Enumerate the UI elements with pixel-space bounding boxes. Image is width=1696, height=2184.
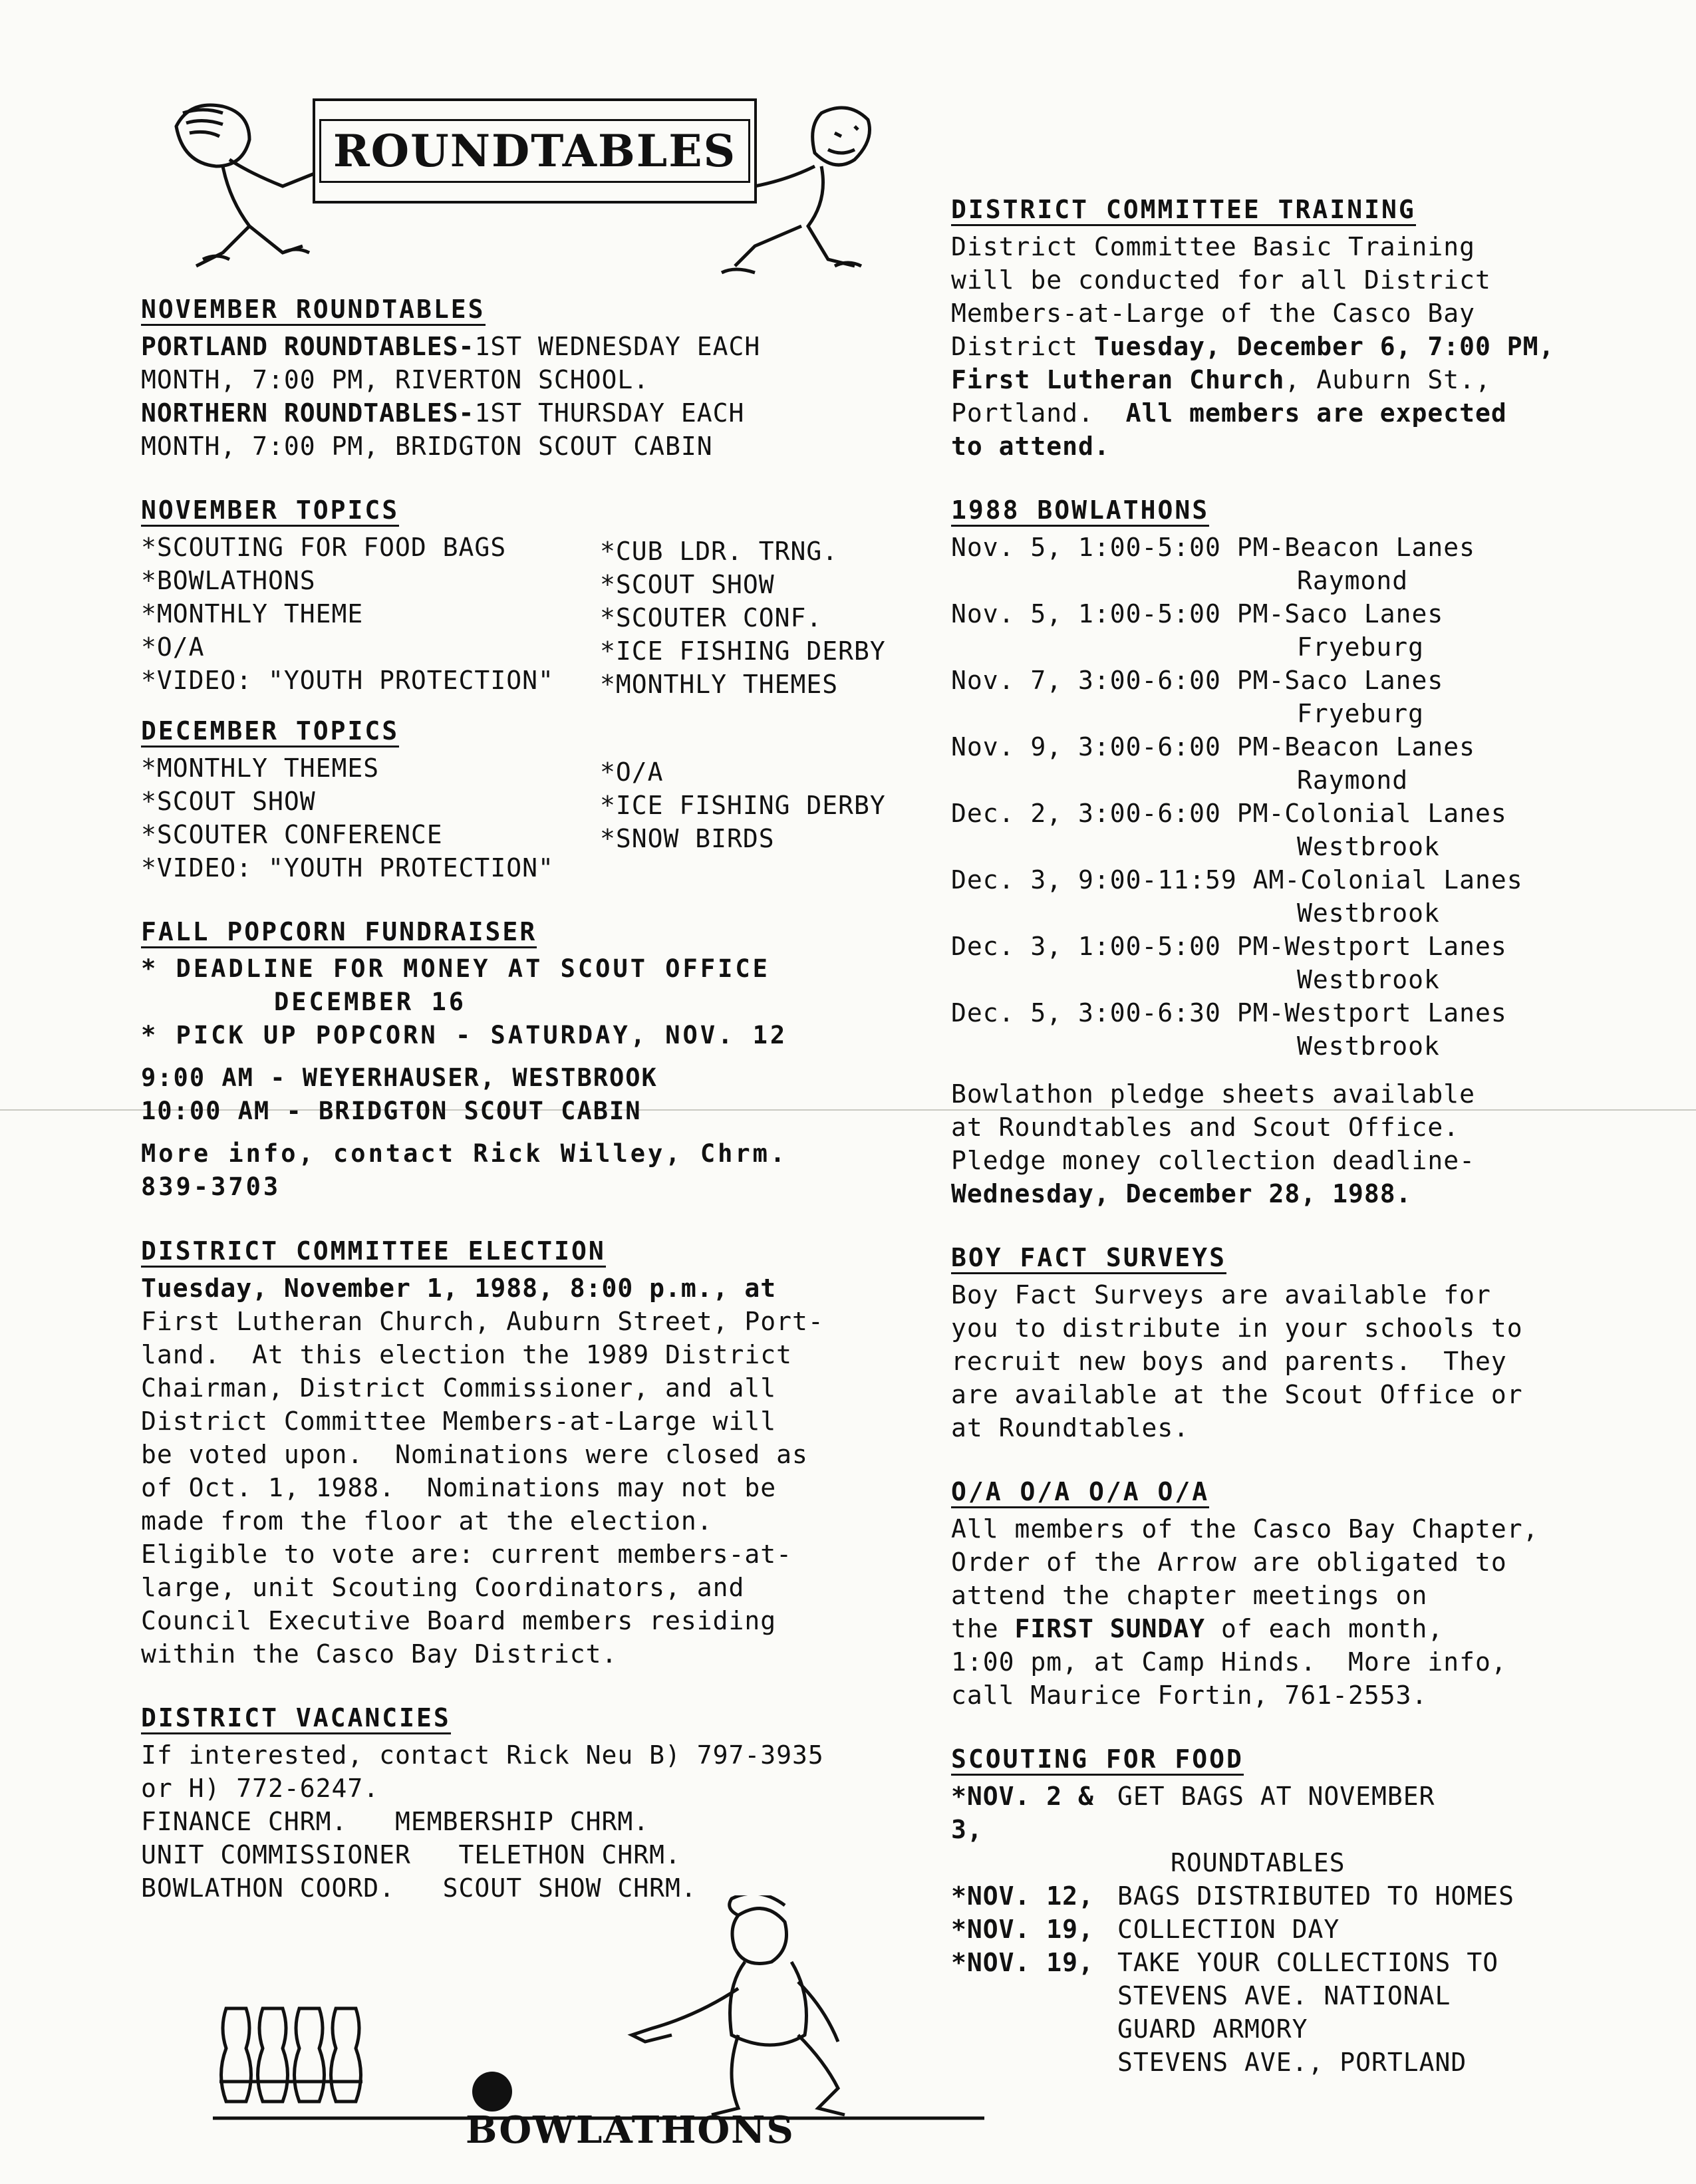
- pickup-time-1: 9:00 AM - WEYERHAUSER, WESTBROOK: [141, 1063, 658, 1092]
- bowlathon-event: Nov. 7, 3:00-6:00 PM-Saco Lanes: [951, 666, 1444, 695]
- text-line: Pledge money collection deadline-: [951, 1146, 1475, 1175]
- section-heading: 1988 BOWLATHONS: [951, 495, 1209, 527]
- sff-row: [951, 1879, 1616, 1913]
- sff-task: TAKE YOUR COLLECTIONS TO: [1117, 1948, 1499, 1977]
- bowlathon-town: Fryeburg: [1297, 699, 1425, 728]
- right-column: [951, 193, 1616, 2110]
- election-date: Tuesday, November 1, 1988, 8:00 p.m., at: [141, 1274, 777, 1303]
- text-line: [951, 396, 1616, 430]
- sff-task-cont: STEVENS AVE. NATIONAL: [1117, 1981, 1451, 2010]
- topic-item: *SCOUTING FOR FOOD BAGS: [141, 533, 507, 562]
- sff-row: [951, 1946, 1616, 1979]
- topics-column-2: [600, 751, 886, 885]
- topic-item: *SCOUTER CONF.: [600, 603, 823, 632]
- left-column: [141, 293, 913, 1935]
- sff-date: *NOV. 19,: [951, 1948, 1094, 1977]
- bowlathon-town: Raymond: [1297, 566, 1409, 595]
- text-line: Bowlathon pledge sheets available: [951, 1079, 1475, 1109]
- portland-label: PORTLAND ROUNDTABLES-: [141, 332, 475, 361]
- section-heading: DECEMBER TOPICS: [141, 716, 399, 748]
- section-heading: FALL POPCORN FUNDRAISER: [141, 917, 537, 948]
- bowlathon-town: Westbrook: [1297, 1031, 1440, 1061]
- section-heading: DISTRICT COMMITTEE TRAINING: [951, 195, 1416, 226]
- banner-title-frame: [313, 98, 757, 204]
- text-fragment: Portland.: [951, 398, 1126, 428]
- boy-fact-surveys-section: [951, 1241, 1616, 1444]
- topic-item: *VIDEO: "YOUTH PROTECTION": [141, 853, 554, 883]
- training-location: First Lutheran Church: [951, 365, 1285, 394]
- committee-training-section: [951, 193, 1616, 463]
- bowlathon-town: Westbrook: [1297, 832, 1440, 861]
- topic-item: *SNOW BIRDS: [600, 824, 775, 853]
- topic-item: *O/A: [600, 757, 664, 787]
- text-line: 1:00 pm, at Camp Hinds. More info,: [951, 1647, 1507, 1677]
- text-line: or H) 772-6247.: [141, 1774, 380, 1803]
- text-line: call Maurice Fortin, 761-2553.: [951, 1681, 1428, 1710]
- text-line: Members-at-Large of the Casco Bay: [951, 299, 1475, 328]
- topics-columns: [141, 531, 913, 701]
- sff-task-cont: GUARD ARMORY: [1117, 2014, 1308, 2044]
- section-heading: O/A O/A O/A O/A: [951, 1477, 1209, 1508]
- text-line: Council Executive Board members residing: [141, 1606, 777, 1635]
- attendance-note: to attend.: [951, 432, 1110, 461]
- topic-item: *MONTHLY THEMES: [600, 670, 839, 699]
- topic-item: *SCOUT SHOW: [141, 787, 316, 816]
- banner-title: ROUNDTABLES: [319, 119, 750, 183]
- training-date-line: [951, 330, 1616, 363]
- text-line: be voted upon. Nominations were closed as: [141, 1440, 808, 1469]
- contact-phone: 839-3703: [141, 1172, 281, 1201]
- contact-line: More info, contact Rick Willey, Chrm.: [141, 1139, 788, 1168]
- bowlathon-event: Dec. 5, 3:00-6:30 PM-Westport Lanes: [951, 998, 1507, 1027]
- text-line: land. At this election the 1989 District: [141, 1340, 792, 1369]
- bowlathon-town: Westbrook: [1297, 898, 1440, 928]
- topics-column-2: [600, 531, 886, 701]
- text-line: District Committee Members-at-Large will: [141, 1407, 777, 1436]
- text-line: Boy Fact Surveys are available for: [951, 1280, 1491, 1309]
- deadline-line: * DEADLINE FOR MONEY AT SCOUT OFFICE: [141, 954, 770, 983]
- bowlathon-event: Dec. 2, 3:00-6:00 PM-Colonial Lanes: [951, 799, 1507, 828]
- bowlathon-town: Westbrook: [1297, 965, 1440, 994]
- december-topics-section: [141, 714, 913, 885]
- bowlathon-town: Fryeburg: [1297, 632, 1425, 662]
- sff-task: BAGS DISTRIBUTED TO HOMES: [1117, 1881, 1514, 1911]
- section-heading: NOVEMBER TOPICS: [141, 495, 399, 527]
- text-line: at Roundtables.: [951, 1413, 1190, 1442]
- text-line: Eligible to vote are: current members-at-: [141, 1540, 792, 1569]
- topic-item: *MONTHLY THEMES: [141, 753, 380, 783]
- northern-roundtables-line: [141, 396, 913, 430]
- northern-label: NORTHERN ROUNDTABLES-: [141, 398, 475, 428]
- topic-item: *ICE FISHING DERBY: [600, 791, 886, 820]
- vacancy-line: BOWLATHON COORD. SCOUT SHOW CHRM.: [141, 1873, 697, 1903]
- portland-roundtables-line: [141, 330, 913, 363]
- scouting-for-food-section: [951, 1742, 1616, 2079]
- training-date: Tuesday, December 6, 7:00 PM,: [1093, 332, 1555, 361]
- topics-column-1: [141, 531, 600, 701]
- bowlathon-town: Raymond: [1297, 765, 1409, 795]
- section-heading: DISTRICT VACANCIES: [141, 1703, 451, 1734]
- text-line: large, unit Scouting Coordinators, and: [141, 1573, 745, 1602]
- meeting-day-line: [951, 1612, 1616, 1645]
- district-vacancies-section: [141, 1701, 913, 1905]
- text-line: within the Casco Bay District.: [141, 1639, 618, 1669]
- topic-item: *CUB LDR. TRNG.: [600, 537, 839, 566]
- portland-text: 1ST WEDNESDAY EACH: [474, 332, 761, 361]
- section-heading: DISTRICT COMMITTEE ELECTION: [141, 1236, 606, 1268]
- bowlathon-event: Nov. 9, 3:00-6:00 PM-Beacon Lanes: [951, 732, 1475, 761]
- topics-column-1: [141, 751, 600, 885]
- text-line: you to distribute in your schools to: [951, 1313, 1523, 1343]
- text-line: All members of the Casco Bay Chapter,: [951, 1514, 1539, 1544]
- sff-task: GET BAGS AT NOVEMBER: [1117, 1782, 1435, 1811]
- order-of-arrow-section: [951, 1475, 1616, 1712]
- text-line: will be conducted for all District: [951, 265, 1491, 295]
- pickup-time-2: 10:00 AM - BRIDGTON SCOUT CABIN: [141, 1097, 642, 1125]
- text-line: District Committee Basic Training: [951, 232, 1475, 261]
- text-line: recruit new boys and parents. They: [951, 1347, 1507, 1376]
- text-line: MONTH, 7:00 PM, RIVERTON SCHOOL.: [141, 365, 650, 394]
- topic-item: *SCOUTER CONFERENCE: [141, 820, 443, 849]
- sff-date: *NOV. 2 & 3,: [951, 1782, 1094, 1844]
- topics-columns: [141, 751, 913, 885]
- section-heading: NOVEMBER ROUNDTABLES: [141, 295, 486, 326]
- vacancy-line: FINANCE CHRM. MEMBERSHIP CHRM.: [141, 1807, 650, 1836]
- attendance-note: All members are expected: [1125, 398, 1507, 428]
- bowlathon-event: Nov. 5, 1:00-5:00 PM-Saco Lanes: [951, 599, 1444, 628]
- sff-task-cont: ROUNDTABLES: [1171, 1848, 1345, 1877]
- text-line: of Oct. 1, 1988. Nominations may not be: [141, 1473, 777, 1502]
- meeting-day: FIRST SUNDAY: [1014, 1614, 1206, 1643]
- topic-item: *SCOUT SHOW: [600, 570, 775, 599]
- pledge-deadline: Wednesday, December 28, 1988.: [951, 1179, 1412, 1208]
- bowlathon-event: Dec. 3, 1:00-5:00 PM-Westport Lanes: [951, 932, 1507, 961]
- topic-item: *VIDEO: "YOUTH PROTECTION": [141, 666, 554, 695]
- topic-item: *ICE FISHING DERBY: [600, 636, 886, 666]
- sff-date: *NOV. 12,: [951, 1881, 1094, 1911]
- sff-task-cont: STEVENS AVE., PORTLAND: [1117, 2048, 1467, 2077]
- bowlathon-event: Dec. 3, 9:00-11:59 AM-Colonial Lanes: [951, 865, 1523, 894]
- text-line: are available at the Scout Office or: [951, 1380, 1523, 1409]
- vacancy-line: UNIT COMMISSIONER TELETHON CHRM.: [141, 1840, 681, 1869]
- text-fragment: the: [951, 1614, 1015, 1643]
- text-line: made from the floor at the election.: [141, 1506, 713, 1536]
- text-fragment: District: [951, 332, 1094, 361]
- sff-date: *NOV. 19,: [951, 1915, 1094, 1944]
- text-line: at Roundtables and Scout Office.: [951, 1113, 1460, 1142]
- topic-item: *MONTHLY THEME: [141, 599, 364, 628]
- text-line: MONTH, 7:00 PM, BRIDGTON SCOUT CABIN: [141, 432, 713, 461]
- text-line: First Lutheran Church, Auburn Street, Port-: [141, 1307, 824, 1336]
- deadline-date: DECEMBER 16: [274, 988, 467, 1016]
- roundtables-banner: [163, 86, 908, 299]
- section-heading: SCOUTING FOR FOOD: [951, 1744, 1244, 1776]
- november-topics-section: [141, 493, 913, 701]
- text-fragment: of each month,: [1205, 1614, 1444, 1643]
- section-heading: BOY FACT SURVEYS: [951, 1243, 1226, 1274]
- sff-row: [951, 1913, 1616, 1946]
- northern-text: 1ST THURSDAY EACH: [474, 398, 745, 428]
- sff-task: COLLECTION DAY: [1117, 1915, 1340, 1944]
- topic-item: *BOWLATHONS: [141, 566, 316, 595]
- popcorn-fundraiser-section: [141, 915, 913, 1204]
- bowlathons-section: [951, 493, 1616, 1210]
- topic-item: *O/A: [141, 632, 205, 662]
- text-line: Chairman, District Commissioner, and all: [141, 1373, 777, 1403]
- district-election-section: [141, 1234, 913, 1671]
- november-roundtables-section: [141, 293, 913, 463]
- text-fragment: , Auburn St.,: [1284, 365, 1491, 394]
- text-line: Order of the Arrow are obligated to: [951, 1548, 1507, 1577]
- bowlathons-caption: BOWLATHONS: [466, 2108, 795, 2152]
- training-location-line: [951, 363, 1616, 396]
- bowlathon-event: Nov. 5, 1:00-5:00 PM-Beacon Lanes: [951, 533, 1475, 562]
- sff-row: [951, 1780, 1616, 1846]
- text-line: attend the chapter meetings on: [951, 1581, 1428, 1610]
- pickup-line: * PICK UP POPCORN - SATURDAY, NOV. 12: [141, 1021, 788, 1049]
- text-line: If interested, contact Rick Neu B) 797-3935: [141, 1740, 824, 1770]
